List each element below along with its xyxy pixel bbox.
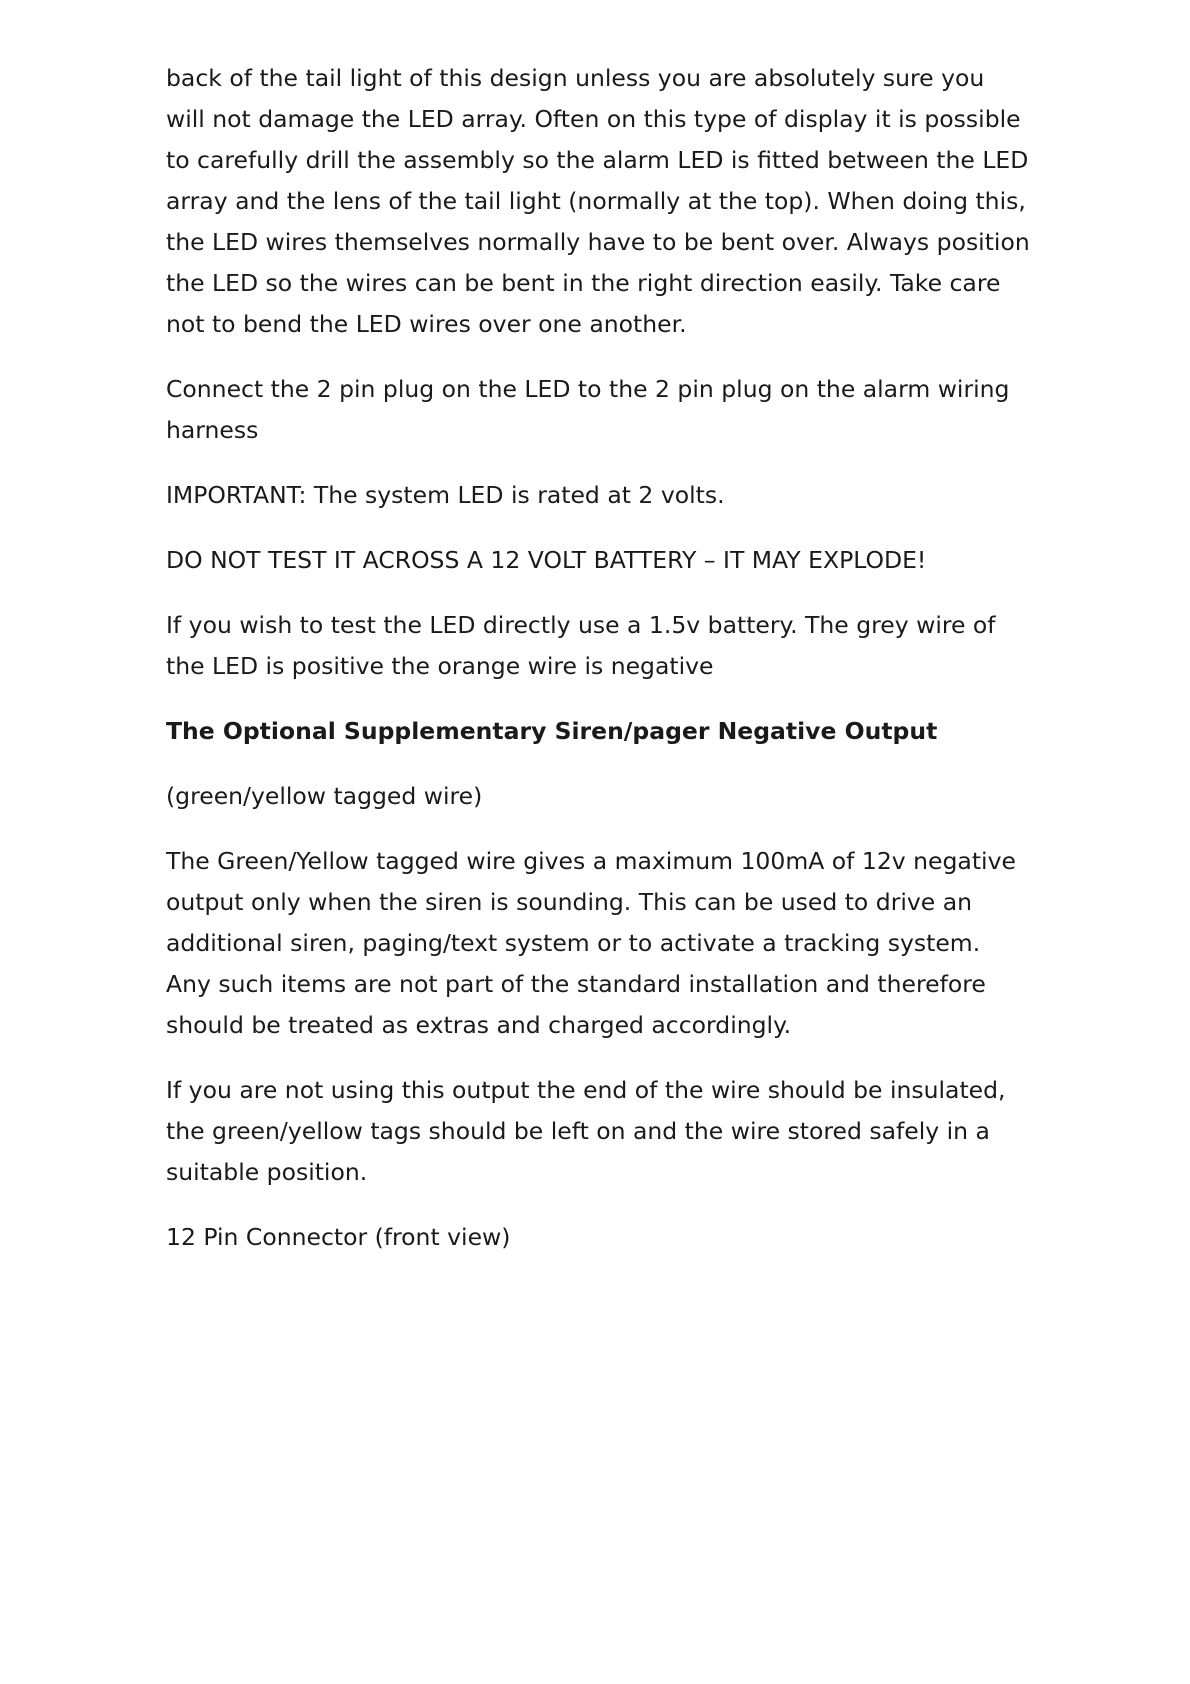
document-body (166, 58, 1030, 1282)
paragraph-important-rating: IMPORTANT: The system LED is rated at 2 volts. (166, 481, 725, 509)
section-heading: The Optional Supplementary Siren/pager Negative Output (166, 717, 938, 745)
paragraph-connect-plug: Connect the 2 pin plug on the LED to the 2 pin plug on the alarm wiring harness (166, 375, 1010, 444)
paragraph-tail-light-led: back of the tail light of this design unless you are absolutely sure you will not damage the LED array. Often on this type of display it is possible to carefully drill the assembly so the alarm LED is fitted between the LED array and the lens of the tail light (normally at the top). When doing this, the LED wires themselves normally have to be bent over. Always position the LED so the wires can be bent in the right direction easily. Take care not to bend the LED wires over one another. (166, 64, 1030, 338)
paragraph-output-description: The Green/Yellow tagged wire gives a maximum 100mA of 12v negative output only when the siren is sounding. This can be used to drive an additional siren, paging/text system or to activate a tracking system. Any such items are not part of the standard installation and therefore should be treated as extras and charged accordingly. (166, 847, 1016, 1039)
paragraph-warning: DO NOT TEST IT ACROSS A 12 VOLT BATTERY – IT MAY EXPLODE! (166, 546, 927, 574)
paragraph-test-led: If you wish to test the LED directly use a 1.5v battery. The grey wire of the LED is positive the orange wire is negative (166, 611, 996, 680)
paragraph-wire-tag: (green/yellow tagged wire) (166, 782, 483, 810)
paragraph-connector-caption: 12 Pin Connector (front view) (166, 1223, 511, 1251)
paragraph-not-using-output: If you are not using this output the end of the wire should be insulated, the green/yellow tags should be left on and the wire stored safely in a suitable position. (166, 1076, 1006, 1186)
